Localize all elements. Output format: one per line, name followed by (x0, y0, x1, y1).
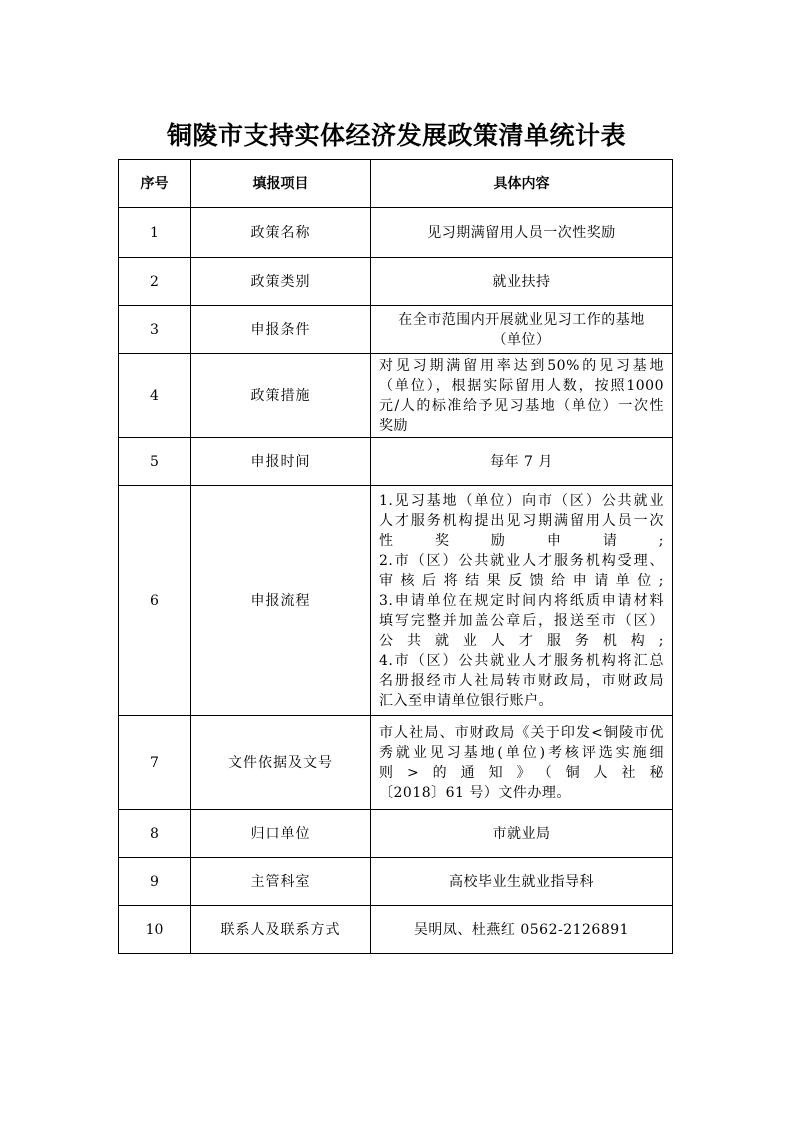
header-no: 序号 (119, 160, 191, 208)
content-line: 3.申请单位在规定时间内将纸质申请材料 (379, 592, 664, 609)
row-content (371, 810, 673, 858)
row-item-label: 政策措施 (191, 354, 371, 438)
row-content (371, 258, 673, 306)
row-number: 2 (119, 258, 191, 306)
content-line: 公共就业人才服务机构; (379, 632, 664, 649)
content-line: 见习期满留用人员一次性奖励 (427, 224, 616, 241)
content-line: 就业扶持 (492, 273, 551, 290)
content-line: 人才服务机构提出见习期满留用人员一次 (379, 512, 664, 529)
table-body (119, 208, 673, 954)
content-line: 则>的通知》（铜人社秘 (379, 764, 664, 781)
content-line: （单位） (492, 331, 551, 348)
content-line: 填写完整并加盖公章后，报送至市（区） (379, 612, 664, 629)
content-line: 1.见习基地（单位）向市（区）公共就业 (379, 492, 664, 509)
row-number: 5 (119, 438, 191, 486)
row-content (371, 208, 673, 258)
row-number: 10 (119, 906, 191, 954)
row-content (371, 354, 673, 438)
row-item-label: 申报流程 (191, 486, 371, 716)
row-number: 7 (119, 716, 191, 810)
table-row (119, 906, 673, 954)
content-line: 高校毕业生就业指导科 (449, 873, 594, 890)
table-header-row (119, 160, 673, 208)
row-item-label: 主管科室 (191, 858, 371, 906)
row-item-label: 归口单位 (191, 810, 371, 858)
header-item: 填报项目 (191, 160, 371, 208)
content-line: 4.市（区）公共就业人才服务机构将汇总 (379, 652, 664, 669)
row-content (371, 906, 673, 954)
row-item-label: 申报条件 (191, 306, 371, 354)
content-line: 奖励 (379, 417, 408, 434)
table-row (119, 858, 673, 906)
row-item-label: 申报时间 (191, 438, 371, 486)
table-row (119, 810, 673, 858)
content-line: 每年 7 月 (490, 453, 553, 470)
row-item-label: 文件依据及文号 (191, 716, 371, 810)
table-row (119, 486, 673, 716)
content-line: 汇入至申请单位银行账户。 (379, 692, 553, 709)
content-line: （单位），根据实际留用人数，按照1000 (379, 377, 664, 394)
content-line: 在全市范围内开展就业见习工作的基地 (398, 311, 645, 328)
row-number: 6 (119, 486, 191, 716)
content-line: 名册报经市人社局转市财政局，市财政局 (379, 672, 664, 689)
content-line: 吴明凤、杜燕红 0562-2126891 (413, 921, 630, 938)
header-content: 具体内容 (371, 160, 673, 208)
table-row (119, 438, 673, 486)
row-item-label: 联系人及联系方式 (191, 906, 371, 954)
row-number: 1 (119, 208, 191, 258)
content-line: 市人社局、市财政局《关于印发<铜陵市优 (379, 724, 664, 741)
table-row (119, 306, 673, 354)
table-row (119, 354, 673, 438)
row-number: 4 (119, 354, 191, 438)
row-content (371, 716, 673, 810)
row-number: 9 (119, 858, 191, 906)
content-line: 审核后将结果反馈给申请单位; (379, 572, 664, 589)
row-number: 3 (119, 306, 191, 354)
policy-table (118, 159, 673, 954)
row-content (371, 438, 673, 486)
table-row (119, 208, 673, 258)
page-title: 铜陵市支持实体经济发展政策清单统计表 (166, 121, 626, 150)
row-content (371, 306, 673, 354)
table-row (119, 716, 673, 810)
content-line: 〔2018〕61 号）文件办理。 (379, 784, 571, 801)
row-content (371, 486, 673, 716)
row-number: 8 (119, 810, 191, 858)
table-row (119, 258, 673, 306)
content-line: 市就业局 (492, 825, 551, 842)
content-line: 2.市（区）公共就业人才服务机构受理、 (379, 552, 664, 569)
content-line: 秀就业见习基地(单位)考核评选实施细 (379, 744, 664, 761)
row-content (371, 858, 673, 906)
row-item-label: 政策类别 (191, 258, 371, 306)
row-item-label: 政策名称 (191, 208, 371, 258)
content-line: 元/人的标准给予见习基地（单位）一次性 (379, 397, 664, 414)
content-line: 性奖励申请; (379, 532, 664, 549)
content-line: 对见习期满留用率达到50%的见习基地 (379, 357, 664, 374)
